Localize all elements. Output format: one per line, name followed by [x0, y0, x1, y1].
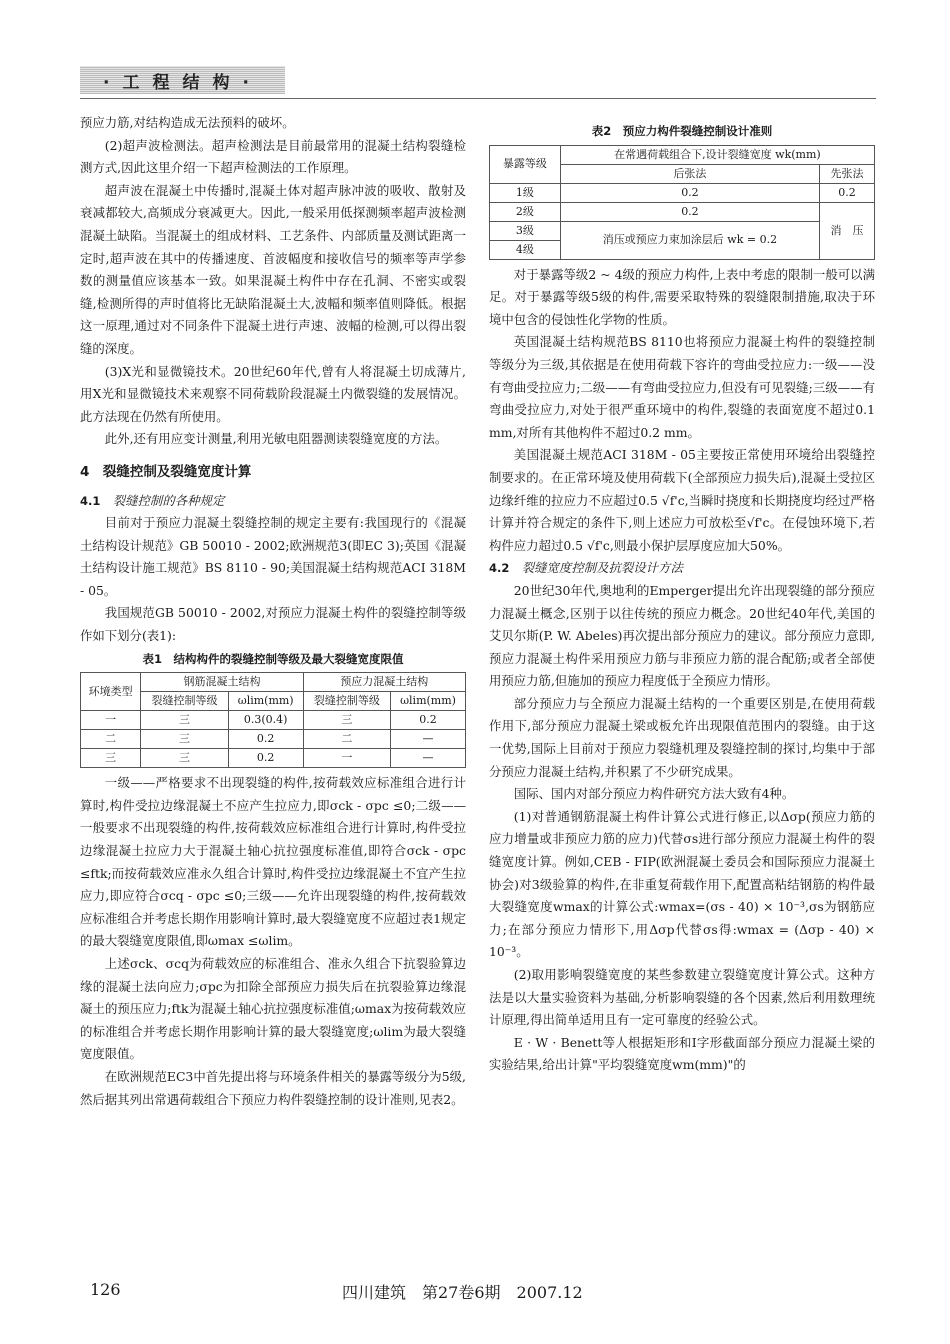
header-rule [80, 98, 876, 99]
table-row [490, 221, 875, 240]
table-cell: 0.2 [391, 711, 466, 730]
paragraph: 我国规范GB 50010 - 2002,对预应力混凝土构件的裂缝控制等级作如下划分(表1): [80, 605, 466, 644]
table2-caption: 表2 预应力构件裂缝控制设计准则 [591, 124, 773, 138]
paragraph: E · W · Benett等人根据矩形和I字形截面部分预应力混凝土梁的实验结果,给出计算"平均裂缝宽度wm(mm)"的 [489, 1034, 875, 1073]
table-row [81, 749, 466, 768]
paragraph: (3)X光和显微镜技术。20世纪60年代,曾有人将混凝土切成薄片,用X光和显微镜技术来观察不同荷载阶段混凝土内微裂缝的发展情况。此方法现在仍然有所使用。 [80, 363, 466, 424]
paragraph: 美国混凝土规范ACI 318M - 05主要按正常使用环境给出裂缝控制要求的。在正常环境及使用荷载下(全部预应力损失后),混凝土受拉区边缘纤维的拉应力不应超过0.5 √f'c,当瞬时挠度和长期挠度均经过严格计算并符合规定的条件下,则上述应力可放松至√f'c。在侵蚀环境下,若构件应力超过0.5 √f'c,则最小保护层厚度应加大50%。 [489, 447, 875, 553]
table-header: 暴露等级 [490, 145, 561, 183]
paragraph: 对于暴露等级2 ~ 4级的预应力构件,上表中考虑的限制一般可以满足。对于暴露等级5级的构件,需要采取特殊的裂缝限制措施,取决于环境中包含的侵蚀性化学物的性质。 [489, 266, 875, 327]
table-header: 裂缝控制等级 [141, 692, 228, 711]
table-cell: — [391, 749, 466, 768]
subsection-title: 裂缝控制的各种规定 [112, 492, 225, 508]
paragraph: 目前对于预应力混凝土裂缝控制的规定主要有:我国现行的《混凝土结构设计规范》GB 50010 - 2002;欧洲规范3(即EC 3);英国《混凝土结构设计施工规范》BS 8110 - 90;美国混凝土结构规范ACI 318M - 05。 [80, 515, 466, 598]
page-number: 126 [90, 1280, 121, 1299]
table-cell: — [391, 730, 466, 749]
table-cell: 二 [81, 730, 141, 749]
table1-caption: 表1 结构构件的裂缝控制等级及最大裂缝宽度限值 [142, 651, 404, 666]
table-cell: 0.2 [228, 749, 303, 768]
paragraph: 20世纪30年代,奥地利的Emperger提出允许出现裂缝的部分预应力混凝土概念,区别于以往传统的预应力概念。20世纪40年代,美国的艾贝尔斯(P. W. Abeles)再次提出部分预应力的建议。部分预应力意即,预应力混凝土构件采用预应力筋与非预应力筋的混合配筋;或者全部使用预应力筋,但施加的预应力程度低于全预应力情形。 [489, 582, 875, 689]
table-header: ωlim(mm) [391, 692, 466, 711]
subsection-title: 裂缝宽度控制及抗裂设计方法 [521, 560, 683, 576]
table-header: ωlim(mm) [228, 692, 303, 711]
table-row [81, 711, 466, 730]
paragraph: 国际、国内对部分预应力构件研究方法大致有4种。 [513, 786, 795, 802]
section-header-banner [80, 66, 285, 94]
table-cell: 0.2 [228, 730, 303, 749]
paragraph: 上述σck、σcq为荷载效应的标准组合、准永久组合下抗裂验算边缘的混凝土法向应力;σpc为扣除全部预应力损失后在抗裂验算边缘混凝土的预压应力;ftk为混凝土轴心抗拉强度标准值;ωmax为按荷载效应的标准组合并考虑长期作用影响计算的最大裂缝宽度;ωlim为最大裂缝宽度限值。 [80, 956, 466, 1062]
table2 [489, 145, 875, 260]
section-header-label: ·工程结构· [103, 73, 262, 93]
table-header: 环境类型 [81, 673, 141, 711]
paragraph: 此外,还有用应变计测量,利用光敏电阻器测读裂缝宽度的方法。 [104, 431, 448, 447]
journal-footer: 四川建筑 第27卷6期 2007.12 [342, 1283, 583, 1302]
table-cell: 一 [303, 749, 390, 768]
section-heading-4: 4 裂缝控制及裂缝宽度计算 [80, 463, 252, 480]
paragraph: (2)取用影响裂缝宽度的某些参数建立裂缝宽度计算公式。这种方法是以大量实验资料为基础,分析影响裂缝的各个因素,然后利用数理统计原理,得出简单适用且有一定可靠度的经验公式。 [489, 967, 875, 1028]
table-cell: 三 [141, 711, 228, 730]
right-column [489, 120, 875, 1077]
table-cell: 消 压 [820, 202, 875, 259]
table-row [81, 730, 466, 749]
table-cell: 0.2 [560, 202, 819, 221]
paragraph: 预应力筋,对结构造成无法预料的破坏。 [80, 115, 295, 130]
table-row [490, 202, 875, 221]
table-header: 先张法 [820, 164, 875, 183]
table-cell: 二 [303, 730, 390, 749]
table-cell: 0.3(0.4) [228, 711, 303, 730]
table-cell: 三 [141, 749, 228, 768]
paragraph: 一级——严格要求不出现裂缝的构件,按荷载效应标准组合进行计算时,构件受拉边缘混凝土不应产生拉应力,即σck - σpc ≤0;二级——一般要求不出现裂缝的构件,按荷载效应标准组合进行计算时,构件受拉边缘混凝土拉应力大于混凝土轴心抗拉强度标准值,即符合σck - σpc ≤ftk;而按荷载效应准永久组合计算时,构件受拉边缘混凝土不宜产生拉应力,即应符合σcq - σpc ≤0;三级——允许出现裂缝的构件,按荷载效应标准组合并考虑长期作用影响计算时,最大裂缝宽度不应超过表1规定的最大裂缝宽度限值,即ωmax ≤ωlim。 [80, 775, 466, 949]
table-cell: 3级 [490, 221, 561, 240]
table-header: 后张法 [560, 164, 819, 183]
table-header: 钢筋混凝土结构 [141, 673, 303, 692]
paragraph: 超声波在混凝土中传播时,混凝土体对超声脉冲波的吸收、散射及衰减都较大,高频成分衰减更大。因此,一般采用低探测频率超声波检测混凝土缺陷。当混凝土的组成材料、工艺条件、内部质量及测试距离一定时,超声波在其中的传播速度、首波幅度和接收信号的频率等声学参数的测量值应该基本一致。如果混凝土构件中存在孔洞、不密实或裂缝,检测所得的声时值将比无缺陷混凝土大,波幅和频率值则降低。根据这一原理,通过对不同条件下混凝土进行声速、波幅的检测,可以得出裂缝的深度。 [80, 182, 466, 356]
table-cell: 消压或预应力束加涂层后 wk = 0.2 [560, 221, 819, 259]
table-cell: 0.2 [560, 183, 819, 202]
table-header: 预应力混凝土结构 [303, 673, 465, 692]
table-header: 在常遇荷载组合下,设计裂缝宽度 wk(mm) [560, 145, 874, 164]
paragraph: 英国混凝土结构规范BS 8110也将预应力混凝土构件的裂缝控制等级分为三级,其依据是在使用荷载下容许的弯曲受拉应力:一级——没有弯曲受拉应力;二级——有弯曲受拉应力,但没有可见裂缝;三级——有弯曲受拉应力,对处于很严重环境中的构件,裂缝的表面宽度不超过0.1 mm,对所有其他构件不超过0.2 mm。 [489, 334, 875, 440]
table-cell: 2级 [490, 202, 561, 221]
subsection-heading-4-2 [489, 557, 875, 580]
table-cell: 0.2 [820, 183, 875, 202]
table1 [80, 672, 466, 768]
table-row [490, 183, 875, 202]
subsection-number: 4.1 [80, 493, 101, 508]
table-cell: 三 [81, 749, 141, 768]
subsection-number: 4.2 [489, 561, 510, 576]
paragraph: (2)超声波检测法。超声检测法是目前最常用的混凝土结构裂缝检测方式,因此这里介绍一下超声检测法的工作原理。 [80, 137, 466, 176]
table-cell: 三 [141, 730, 228, 749]
paragraph: 部分预应力与全预应力混凝土结构的一个重要区别是,在使用荷载作用下,部分预应力混凝土梁或板允许出现限值范围内的裂缝。由于这一优势,国际上目前对于预应力裂缝机理及裂缝控制的探讨,均集中于部分预应力混凝土结构,并积累了不少研究成果。 [489, 695, 875, 779]
subsection-heading-4-1 [80, 490, 466, 513]
paragraph: (1)对普通钢筋混凝土构件计算公式进行修正,以Δσp(预应力筋的应力增量或非预应力筋的应力)代替σs进行部分预应力混凝土构件的裂缝宽度计算。例如,CEB - FIP(欧洲混凝土委员会和国际预应力混凝土协会)对3级验算的构件,在非重复荷载作用下,配置高粘结钢筋的构件最大裂缝宽度wmax的计算公式:wmax=(σs - 40) × 10⁻³,σs为钢筋应力;在部分预应力情形下,用Δσp代替σs得:wmax = (Δσp - 40) × 10⁻³。 [489, 808, 875, 960]
paragraph: 在欧洲规范EC3中首先提出将与环境条件相关的暴露等级分为5级,然后据其列出常遇荷载组合下预应力构件裂缝控制的设计准则,见表2。 [80, 1068, 466, 1107]
table-cell: 1级 [490, 183, 561, 202]
table-cell: 三 [303, 711, 390, 730]
table-cell: 4级 [490, 240, 561, 259]
left-column [80, 112, 466, 1111]
table-cell: 一 [81, 711, 141, 730]
table-header: 裂缝控制等级 [303, 692, 390, 711]
